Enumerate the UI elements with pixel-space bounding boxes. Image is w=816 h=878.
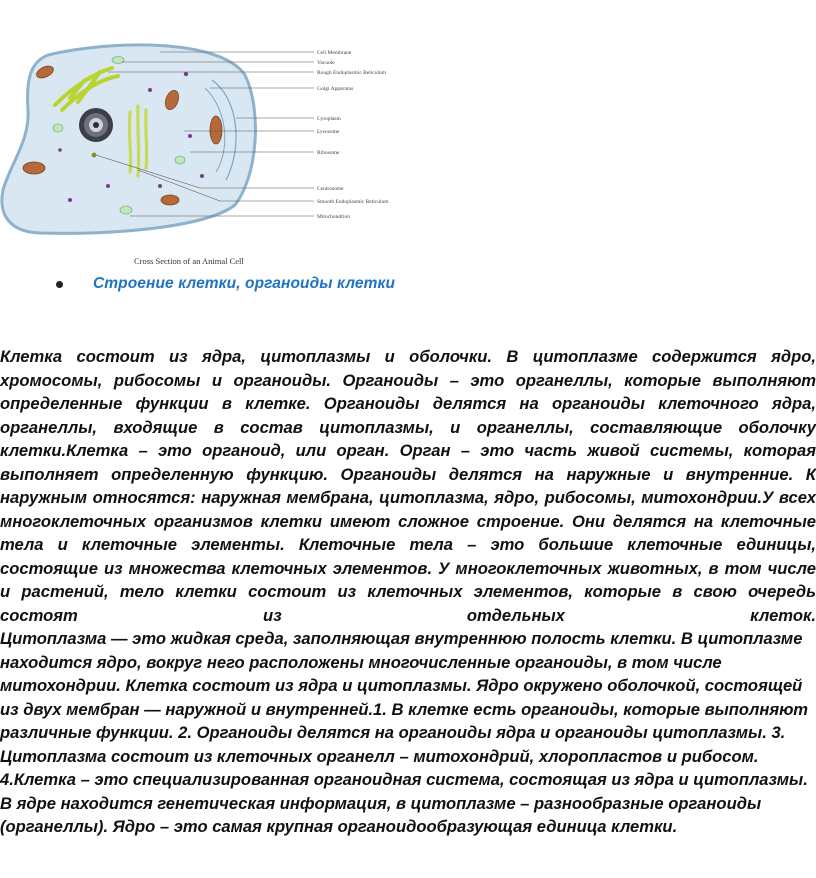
label-cell-membrane: Cell Membrane bbox=[317, 50, 352, 56]
label-golgi: Golgi Apparatus bbox=[317, 86, 354, 92]
label-rough-er: Rough Endoplasmic Reticulum bbox=[317, 70, 387, 76]
nucleus bbox=[79, 108, 113, 142]
article-body bbox=[0, 345, 816, 839]
animal-cell-diagram bbox=[0, 0, 430, 272]
label-smooth-er: Smooth Endoplasmic Reticulum bbox=[317, 199, 389, 205]
figure-caption: Cross Section of an Animal Cell bbox=[134, 256, 244, 266]
label-centrosome: Centrosome bbox=[317, 186, 344, 192]
paragraph-justified: Клетка состоит из ядра, цитоплазмы и оболочки. В цитоплазме содержится ядро, хромосомы, рибосомы и органоиды. Органоиды – это органеллы, которые выполняют определенные функции в клетке. Органоиды делятся на органоиды клеточного ядра, органеллы, входящие в состав цитоплазмы, и органеллы, составляющие оболочку клетки.Клетка – это органоид, или орган. Орган – это часть живой системы, которая выполняет определенную функцию. Органоиды делятся на наружные и внутренние. К наружным относятся: наружная мембрана, цитоплазма, ядро, рибосомы, митохондрии.У всех многоклеточных организмов клетки имеют сложное строение. Они делятся на клеточные тела и клеточные элементы. Клеточные тела – это большие клеточные единицы, состоящие из множества клеточных элементов. У многоклеточных животных, в том числе и растений, тело клетки состоит из клеточных элементов, которые в свою очередь состоят из отдельных клеток. bbox=[0, 347, 816, 625]
label-lysosome: Lysosome bbox=[317, 129, 340, 135]
bullet-item bbox=[56, 272, 776, 296]
paragraph-left: Цитоплазма — это жидкая среда, заполняющая внутреннюю полость клетки. В цитоплазме находится ядро, вокруг него расположены многочисленные органоиды, в том числе митохондрии. Клетка состоит из ядра и цитоплазмы. Ядро окружено оболочкой, состоящей из двух мембран — наружной и внутренней.1. В клетке есть органоиды, которые выполняют различные функции. 2. Органоиды делятся на органоиды ядра и органоиды цитоплазмы. 3. Цитоплазма состоит из клеточных органелл – митохондрий, хлоропластов и рибосом. 4.Клетка – это специализированная органоидная система, состоящая из ядра и цитоплазмы. В ядре находится генетическая информация, в цитоплазме – разнообразные органоиды (органеллы). Ядро – это самая крупная органоидообразующая единица клетки. bbox=[0, 629, 809, 836]
label-ribosome: Ribosome bbox=[317, 150, 340, 156]
bullet-dot-icon bbox=[56, 281, 63, 288]
label-mitochondrion: Mitochondrion bbox=[317, 214, 350, 220]
label-vacuole: Vacuole bbox=[317, 60, 335, 66]
section-link[interactable]: Строение клетки, органоиды клетки bbox=[93, 275, 396, 292]
label-cytoplasm: Cytoplasm bbox=[317, 116, 341, 122]
